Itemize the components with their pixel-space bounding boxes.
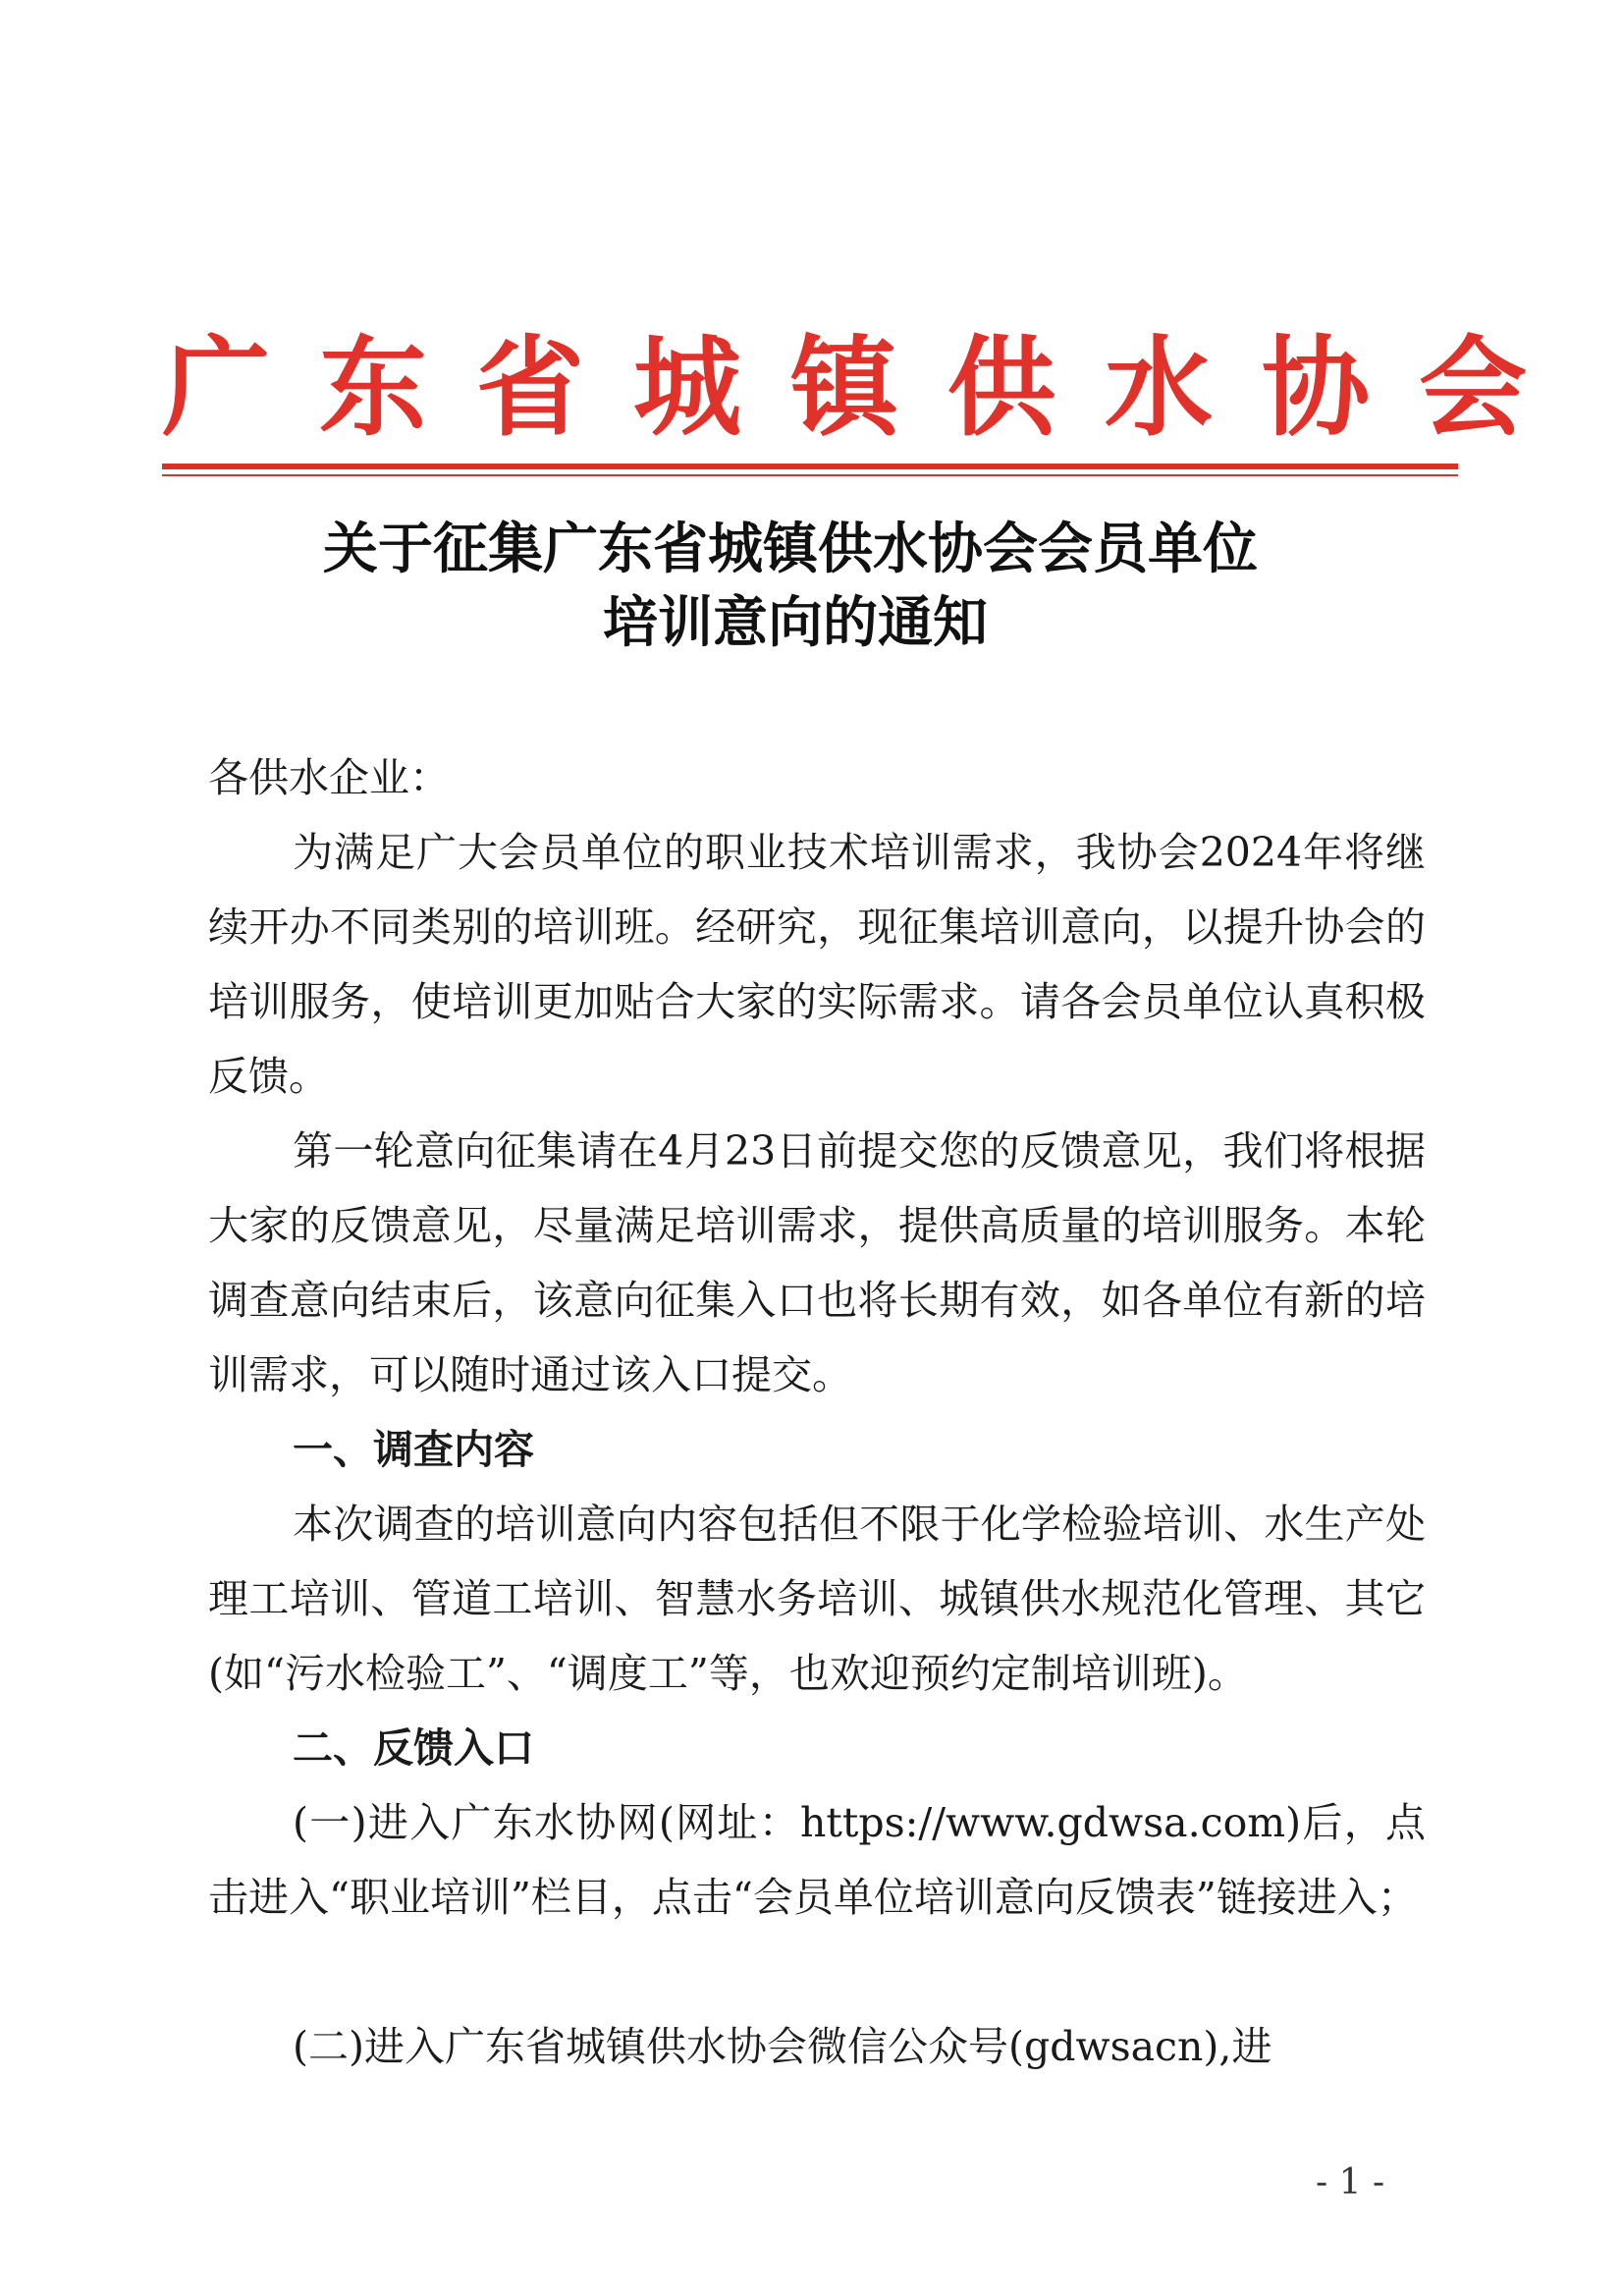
section-heading-feedback-entry: 二、反馈入口 (293, 1724, 534, 1772)
section-heading-survey-content: 一、调查内容 (293, 1426, 534, 1473)
letterhead-rule-thick (162, 464, 1458, 469)
paragraph-wechat-entry: (二)进入广东省城镇供水协会微信公众号(gdwsacn),进 (293, 2023, 1272, 2070)
paragraph-survey-content: 本次调查的培训意向内容包括但不限于化学检验培训、水生产处理工培训、管道工培训、智慧水务培训、城镇供水规范化管理、其它(如“污水检验工”、“调度工”等，也欢迎预约定制培训班)。 (208, 1501, 1426, 1697)
page-number: - 1 - (1316, 2162, 1385, 2203)
document-title-line2: 培训意向的通知 (603, 591, 988, 655)
paragraph-first-round: 第一轮意向征集请在4月23日前提交您的反馈意见，我们将根据大家的反馈意见，尽量满足培训需求，提供高质量的培训服务。本轮调查意向结束后，该意向征集入口也将长期有效，如各单位有新的培训需求，可以随时通过该入口提交。 (208, 1127, 1426, 1398)
paragraph-website-entry: (一)进入广东水协网(网址：https://www.gdwsa.com)后，点击进入“职业培训”栏目，点击“会员单位培训意向反馈表”链接进入； (208, 1799, 1426, 1921)
paragraph-intro: 为满足广大会员单位的职业技术培训需求，我协会2024年将继续开办不同类别的培训班。经研究，现征集培训意向，以提升协会的培训服务，使培训更加贴合大家的实际需求。请各会员单位认真积极反馈。 (208, 829, 1426, 1100)
letterhead-rule-thin (162, 474, 1458, 476)
organization-letterhead: 广东省城镇供水协会 (162, 325, 1576, 451)
salutation: 各供水企业： (208, 754, 450, 801)
document-title-line1: 关于征集广东省城镇供水协会会员单位 (323, 518, 1258, 581)
